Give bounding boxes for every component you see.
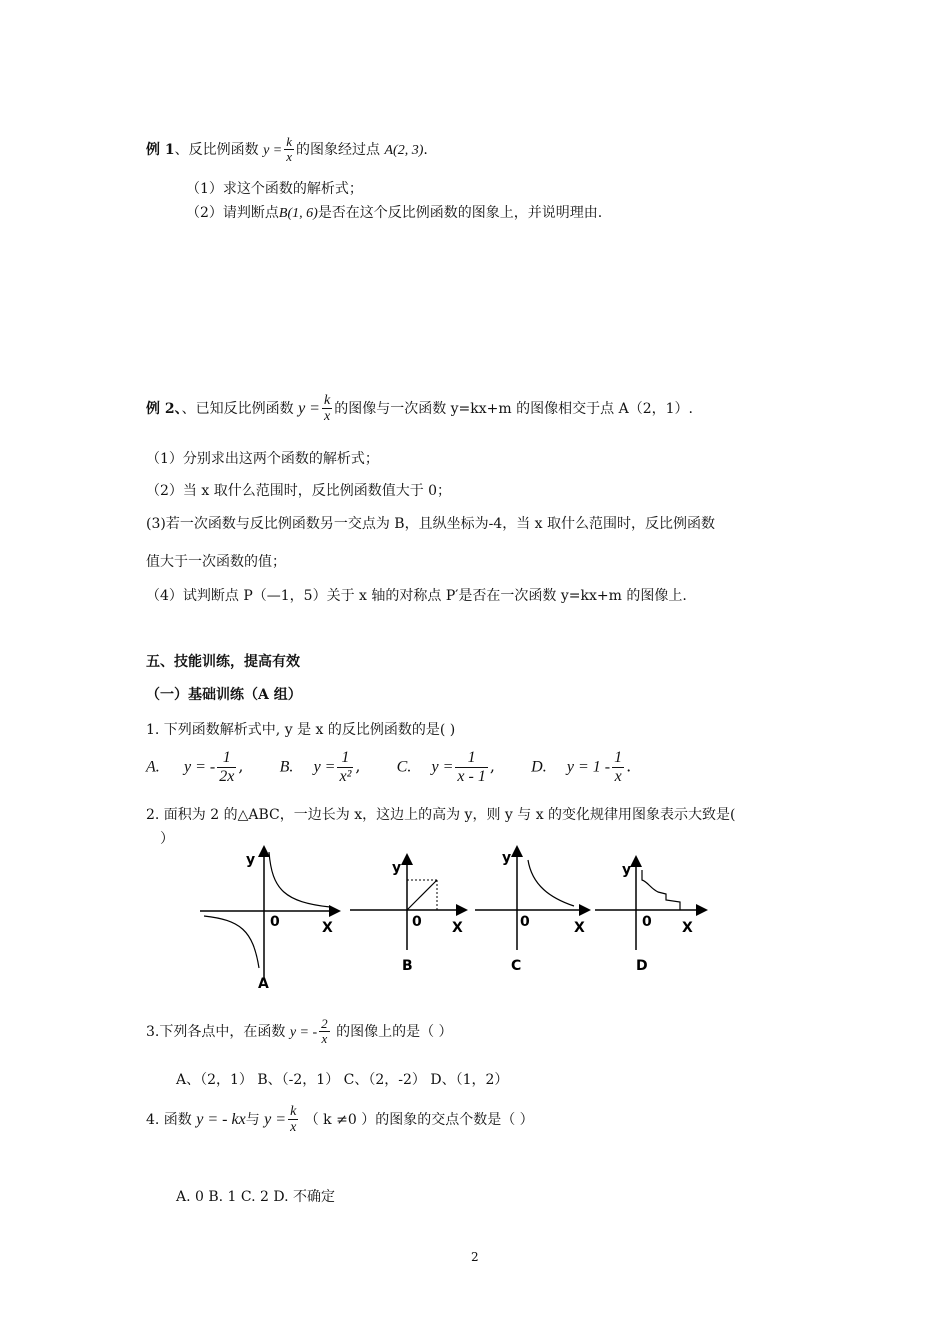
p4-stem-a: 4. 函数 bbox=[146, 1111, 192, 1128]
ex2-q2: （2）当 x 取什么范围时，反比例函数值大于 0； bbox=[146, 483, 452, 499]
p1-option-a-label: A. bbox=[146, 758, 160, 776]
ex1-point: A(2, 3) bbox=[384, 142, 424, 158]
example-2-intro: 、已知反比例函数 bbox=[181, 400, 294, 417]
p3-frac: $\frac{2}{x}$ bbox=[321, 1016, 328, 1047]
ex1-q2-b: 是否在这个反比例函数的图象上，并说明理由. bbox=[317, 205, 603, 221]
graph-d-x: X bbox=[682, 920, 693, 936]
ex1-q2 bbox=[186, 202, 602, 222]
graph-c-label: C bbox=[511, 958, 522, 974]
graph-d bbox=[595, 858, 705, 974]
ex1-tail: 的图象经过点 bbox=[296, 141, 381, 158]
p4-frac: $\frac{k}{x}$ bbox=[290, 1104, 297, 1136]
p1-comma-b: , bbox=[355, 756, 361, 776]
graph-c-y: y bbox=[502, 850, 512, 866]
example-1-intro: 、反比例函数 bbox=[174, 141, 259, 158]
ex2-q3a: (3)若一次函数与反比例函数另一交点为 B，且纵坐标为-4，当 x 取什么范围时，反比例函数 bbox=[146, 516, 716, 532]
p1-option-b-lhs: y = bbox=[313, 758, 336, 776]
p1-comma-c: , bbox=[489, 756, 495, 776]
p1-option-c-frac: $\frac{1}{x - 1}$ bbox=[457, 749, 486, 785]
p1-option-d-label: D. bbox=[531, 758, 547, 776]
ex2-tail: 的图像与一次函数 y=kx+m 的图像相交于点 A（2，1）. bbox=[334, 400, 693, 417]
example-2-label: 例 2、 bbox=[146, 400, 182, 417]
p1-option-d-frac: $\frac{1}{x}$ bbox=[614, 749, 623, 785]
ex1-fraction: $\frac{k}{x}$ bbox=[286, 134, 293, 165]
section-title: 五、技能训练，提高有效 bbox=[146, 654, 300, 670]
ex1-end: . bbox=[423, 141, 428, 158]
problem-2-graphs bbox=[190, 840, 720, 1000]
page-number: 2 bbox=[471, 1250, 479, 1264]
problem-3-stem bbox=[146, 1017, 453, 1047]
problem-4-stem bbox=[146, 1104, 534, 1136]
p1-option-d-lhs: y = 1 - bbox=[566, 758, 611, 776]
problem-3-options: A、（2，1） B、（-2，1） C、（2，-2） D、（1，2） bbox=[176, 1072, 509, 1088]
p4-lhs: y = bbox=[264, 1110, 287, 1128]
p1-option-a-frac: $\frac{1}{2x}$ bbox=[219, 749, 235, 785]
p1-option-c-label: C. bbox=[396, 758, 412, 776]
ex2-fraction: $\frac{k}{x}$ bbox=[323, 393, 331, 425]
ex2-q3b: 值大于一次函数的值； bbox=[146, 554, 286, 570]
graph-c-x: X bbox=[574, 920, 585, 936]
p1-option-c-lhs: y = bbox=[431, 758, 454, 776]
graph-a-label: A bbox=[258, 976, 269, 992]
graph-d-o: 0 bbox=[642, 914, 652, 930]
problem-2-stem-a: 2. 面积为 2 的△ABC，一边长为 x，这边上的高为 y，则 y 与 x 的变化规律用图象表示大致是( bbox=[146, 807, 736, 823]
p3-lhs: y = - bbox=[289, 1024, 318, 1040]
graph-b-y: y bbox=[392, 860, 402, 876]
problem-1-stem: 1. 下列函数解析式中, y 是 x 的反比例函数的是( ) bbox=[146, 722, 456, 738]
example-2-line bbox=[146, 393, 693, 425]
p3-stem-b: 的图像上的是（ ） bbox=[336, 1023, 453, 1040]
graph-b-x: X bbox=[452, 920, 463, 936]
problem-1-options bbox=[146, 749, 631, 785]
problem-2-stem-b: ） bbox=[160, 831, 174, 847]
ex1-eq-lhs: y = bbox=[263, 142, 283, 158]
graph-d-y: y bbox=[622, 862, 632, 878]
ex1-q2-a: （2）请判断点 bbox=[186, 205, 279, 221]
graph-d-label: D bbox=[636, 958, 648, 974]
p1-option-b-frac: $\frac{1}{\text{x²}}$ bbox=[339, 749, 352, 785]
ex2-q1: （1）分别求出这两个函数的解析式； bbox=[146, 451, 379, 467]
example-1-line bbox=[146, 135, 428, 165]
graph-a bbox=[200, 848, 338, 992]
graph-c-o: 0 bbox=[520, 914, 530, 930]
problem-4-options: A. 0 B. 1 C. 2 D. 不确定 bbox=[176, 1189, 336, 1205]
graph-a-o: 0 bbox=[270, 914, 280, 930]
graph-c bbox=[475, 848, 588, 974]
example-1-label: 例 1 bbox=[146, 141, 175, 158]
p1-comma-a: , bbox=[238, 756, 244, 776]
graph-b bbox=[350, 856, 465, 974]
p4-func1: y = - kx bbox=[196, 1110, 246, 1128]
p4-mid: 与 bbox=[245, 1111, 260, 1128]
ex1-q2-point: B(1, 6) bbox=[278, 206, 318, 221]
p3-stem-a: 3.下列各点中，在函数 bbox=[146, 1023, 286, 1040]
graph-a-y: y bbox=[246, 852, 256, 868]
graph-b-label: B bbox=[402, 958, 413, 974]
graph-a-x: X bbox=[322, 920, 333, 936]
graph-b-o: 0 bbox=[412, 914, 422, 930]
p1-period: . bbox=[626, 756, 632, 776]
ex2-eq-lhs: y = bbox=[298, 399, 320, 417]
p1-option-a-lhs: y = - bbox=[183, 758, 216, 776]
p1-option-b-label: B. bbox=[279, 758, 294, 776]
ex2-q4: （4）试判断点 P（—1，5）关于 x 轴的对称点 P′是否在一次函数 y=kx+m 的图像上. bbox=[146, 588, 687, 604]
ex1-q1: （1）求这个函数的解析式； bbox=[186, 181, 363, 197]
p4-cond: （ k ≠0 ）的图象的交点个数是（ ） bbox=[304, 1111, 534, 1128]
section-subtitle: （一）基础训练（A 组） bbox=[146, 687, 302, 703]
